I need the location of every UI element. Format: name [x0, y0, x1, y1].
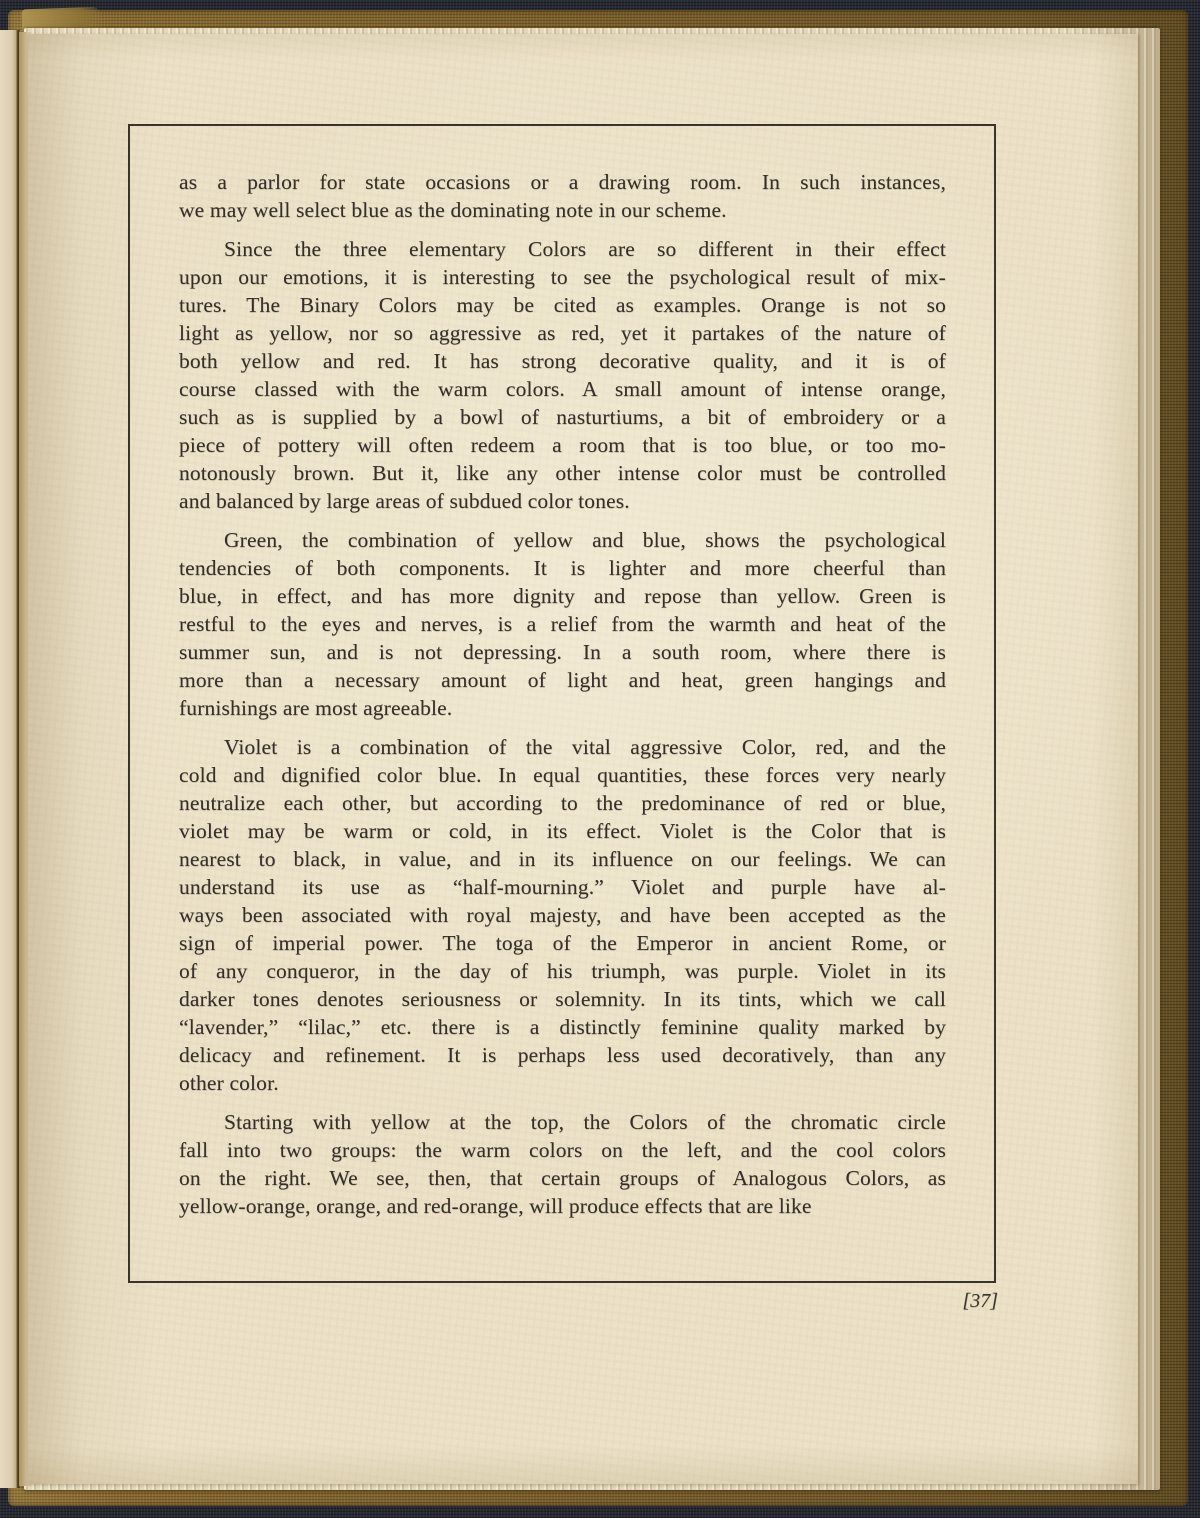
text-line: neutralize each other, but according to the predominance of red or blue, — [179, 791, 946, 815]
page-number: [37] — [962, 1290, 998, 1312]
paragraph — [179, 168, 946, 224]
text-line: furnishings are most agreeable. — [179, 696, 453, 720]
text-line: violet may be warm or cold, in its effect. Violet is the Color that is — [179, 819, 946, 843]
text-line: Violet is a combination of the vital aggressive Color, red, and the — [224, 735, 946, 759]
text-line: and balanced by large areas of subdued color tones. — [179, 489, 630, 513]
facing-page-edge — [0, 30, 17, 1488]
text-line: we may well select blue as the dominating note in our scheme. — [179, 198, 727, 222]
text-line: Green, the combination of yellow and blue, shows the psychological — [224, 528, 946, 552]
text-line: “lavender,” “lilac,” etc. there is a distinctly feminine quality marked by — [179, 1015, 946, 1039]
text-line: fall into two groups: the warm colors on the left, and the cool colors — [179, 1138, 946, 1162]
paragraph — [179, 526, 946, 722]
book-page — [28, 34, 1138, 1484]
text-line: darker tones denotes seriousness or solemnity. In its tints, which we call — [179, 987, 946, 1011]
text-line: other color. — [179, 1071, 279, 1095]
paragraph — [179, 733, 946, 1097]
text-column — [179, 168, 946, 1220]
text-line: blue, in effect, and has more dignity and repose than yellow. Green is — [179, 584, 946, 608]
text-line: piece of pottery will often redeem a room that is too blue, or too mo- — [179, 433, 946, 457]
text-line: light as yellow, nor so aggressive as red, yet it partakes of the nature of — [179, 321, 946, 345]
text-line: more than a necessary amount of light and heat, green hangings and — [179, 668, 946, 692]
text-line: tendencies of both components. It is lighter and more cheerful than — [179, 556, 946, 580]
text-line: yellow-orange, orange, and red-orange, will produce effects that are like — [179, 1194, 812, 1218]
text-line: upon our emotions, it is interesting to see the psychological result of mix- — [179, 265, 946, 289]
text-line: such as is supplied by a bowl of nasturtiums, a bit of embroidery or a — [179, 405, 946, 429]
text-line: Starting with yellow at the top, the Colors of the chromatic circle — [224, 1110, 946, 1134]
text-line: sign of imperial power. The toga of the Emperor in ancient Rome, or — [179, 931, 946, 955]
text-line: as a parlor for state occasions or a drawing room. In such instances, — [179, 170, 946, 194]
text-line: ways been associated with royal majesty, and have been accepted as the — [179, 903, 946, 927]
text-line: delicacy and refinement. It is perhaps less used decoratively, than any — [179, 1043, 946, 1067]
text-line: of any conqueror, in the day of his triumph, was purple. Violet in its — [179, 959, 946, 983]
text-line: notonously brown. But it, like any other intense color must be controlled — [179, 461, 946, 485]
text-line: summer sun, and is not depressing. In a south room, where there is — [179, 640, 946, 664]
text-line: tures. The Binary Colors may be cited as examples. Orange is not so — [179, 293, 946, 317]
text-line: both yellow and red. It has strong decorative quality, and it is of — [179, 349, 946, 373]
text-line: on the right. We see, then, that certain groups of Analogous Colors, as — [179, 1166, 946, 1190]
text-line: cold and dignified color blue. In equal quantities, these forces very nearly — [179, 763, 946, 787]
paragraph — [179, 1108, 946, 1220]
text-line: understand its use as “half-mourning.” Violet and purple have al- — [179, 875, 946, 899]
text-line: nearest to black, in value, and in its influence on our feelings. We can — [179, 847, 946, 871]
text-line: course classed with the warm colors. A small amount of intense orange, — [179, 377, 946, 401]
text-line: Since the three elementary Colors are so different in their effect — [224, 237, 946, 261]
paragraph — [179, 235, 946, 515]
text-line: restful to the eyes and nerves, is a relief from the warmth and heat of the — [179, 612, 946, 636]
